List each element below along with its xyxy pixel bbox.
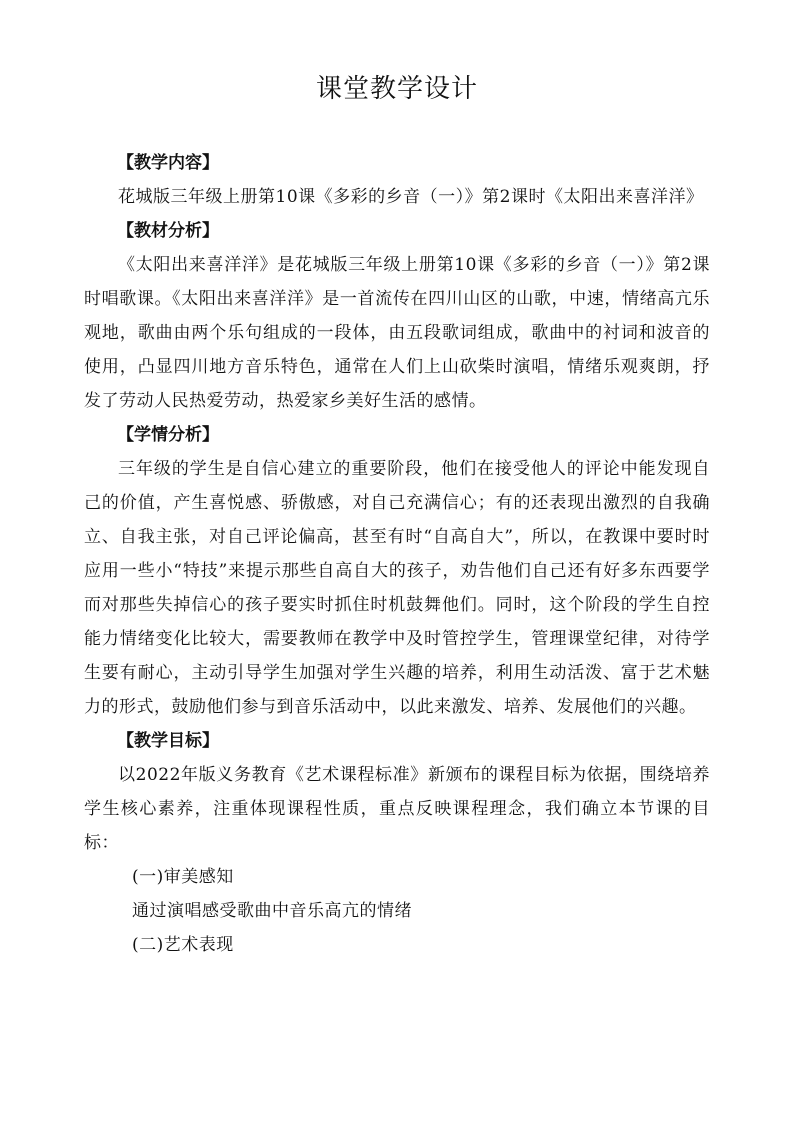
objective-item-aesthetic-perception-text: 通过演唱感受歌曲中音乐高亢的情绪 [132, 901, 412, 921]
material-analysis-paragraph: 《太阳出来喜洋洋》是花城版三年级上册第10课《多彩的乡音（一）》第2课时唱歌课。《太阳出来喜洋洋》是一首流传在四川山区的山歌，中速，情绪高亢乐观地，歌曲由两个乐句组成的一段体，由五段歌词组成，歌曲中的衬词和波音的使用，凸显四川地方音乐特色，通常在人们上山砍柴时演唱，情绪乐观爽朗，抒发了劳动人民热爱劳动，热爱家乡美好生活的感情。 [84, 255, 710, 411]
learner-analysis-paragraph: 三年级的学生是自信心建立的重要阶段，他们在接受他人的评论中能发现自己的价值，产生喜悦感、骄傲感，对自己充满信心；有的还表现出激烈的自我确立、自我主张，对自己评论偏高，甚至有时“自高自大”，所以，在教课中要时时应用一些小“特技”来提示那些自高自大的孩子，劝告他们自己还有好多东西要学而对那些失掉信心的孩子要实时抓住时机鼓舞他们。同时，这个阶段的学生自控能力情绪变化比较大，需要教师在教学中及时管控学生，管理课堂纪律，对待学生要有耐心，主动引导学生加强对学生兴趣的培养，利用生动活泼、富于艺术魅力的形式，鼓励他们参与到音乐活动中，以此来激发、培养、发展他们的兴趣。 [84, 459, 710, 717]
objective-item-aesthetic-perception: (一)审美感知 [132, 867, 234, 887]
section-heading-material-analysis: 【教材分析】 [117, 221, 219, 241]
objective-item-artistic-expression: (二)艺术表现 [132, 935, 234, 955]
document-body [84, 146, 710, 962]
section-heading-teaching-content: 【教学内容】 [117, 153, 219, 173]
section-heading-teaching-objectives: 【教学目标】 [117, 731, 219, 751]
teaching-objectives-paragraph: 以2022年版义务教育《艺术课程标准》新颁布的课程目标为依据，围绕培养学生核心素养，注重体现课程性质，重点反映课程理念，我们确立本节课的目标： [84, 765, 710, 853]
teaching-content-paragraph: 花城版三年级上册第10课《多彩的乡音（一）》第2课时《太阳出来喜洋洋》 [118, 187, 704, 207]
section-heading-learner-analysis: 【学情分析】 [117, 425, 219, 445]
page-title: 课堂教学设计 [315, 74, 478, 104]
